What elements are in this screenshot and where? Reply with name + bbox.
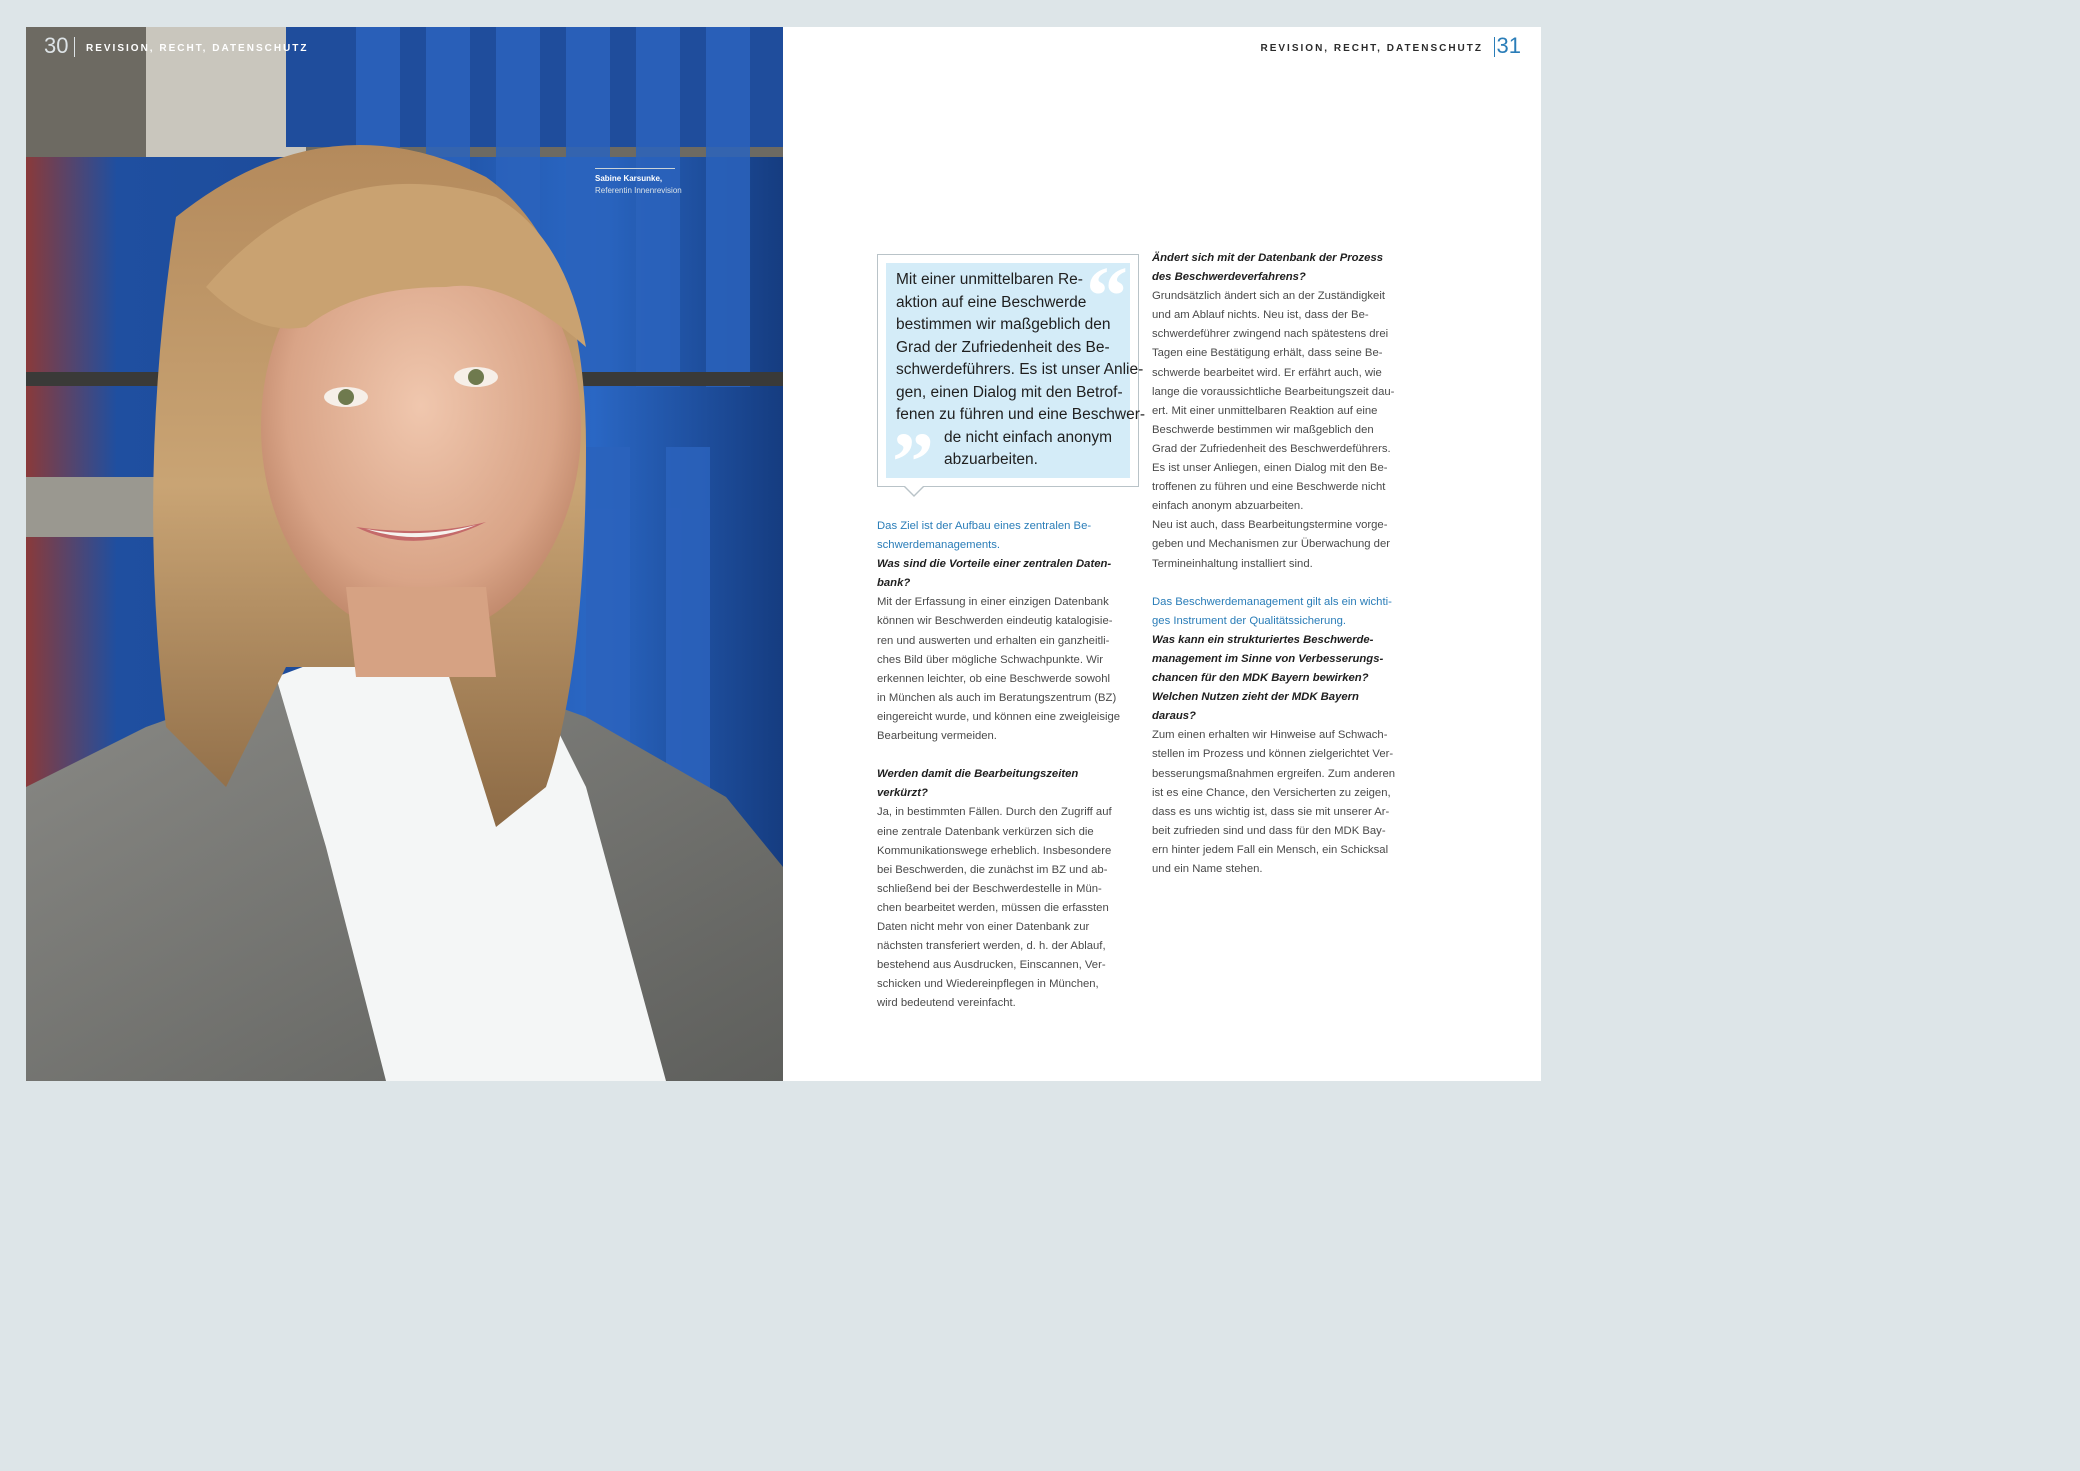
right-page bbox=[783, 27, 1541, 1081]
section-title-right: REVISION, RECHT, DATENSCHUTZ bbox=[1260, 43, 1483, 54]
quote-line: Grad der Zufriedenheit des Be- bbox=[896, 338, 1110, 356]
section-title-left: REVISION, RECHT, DATENSCHUTZ bbox=[86, 43, 309, 54]
magazine-spread bbox=[26, 27, 1541, 1081]
paragraph-gap bbox=[877, 746, 1142, 765]
body-line: geben und Mechanismen zur Überwachung der bbox=[1152, 538, 1391, 551]
intro-line: Das Beschwerdemanagement gilt als ein wichti- bbox=[1152, 595, 1392, 608]
body-line: ern hinter jedem Fall ein Mensch, ein Schicksal bbox=[1152, 843, 1389, 856]
body-line: ren und auswerten und erhalten ein ganzheitli- bbox=[877, 634, 1110, 647]
body-line: Tagen eine Bestätigung erhält, dass seine Be- bbox=[1152, 347, 1383, 360]
body-line: ist es eine Chance, den Versicherten zu zeigen, bbox=[1152, 786, 1391, 799]
body-line: in München als auch im Beratungszentrum (BZ) bbox=[877, 691, 1117, 704]
body-line: Kommunikationswege erheblich. Insbesondere bbox=[877, 844, 1112, 857]
quote-line: abzuarbeiten. bbox=[944, 451, 1038, 468]
body-line: bestehend aus Ausdrucken, Einscannen, Ver- bbox=[877, 959, 1106, 972]
body-line: stellen im Prozess und können zielgerichtet Ver- bbox=[1152, 748, 1394, 761]
body-line: schließend bei der Beschwerdestelle in Mün- bbox=[877, 882, 1102, 895]
question-line: Werden damit die Bearbeitungszeiten bbox=[877, 768, 1079, 781]
intro-line: Das Ziel ist der Aufbau eines zentralen Be- bbox=[877, 520, 1092, 532]
body-line: troffenen zu führen und eine Beschwerde nicht bbox=[1152, 481, 1386, 494]
text-column-right bbox=[1152, 249, 1417, 879]
body-line: ert. Mit einer unmittelbaren Reaktion auf eine bbox=[1152, 404, 1378, 417]
body-line: Mit der Erfassung in einer einzigen Datenbank bbox=[877, 596, 1109, 609]
body-line: Termineinhaltung installiert sind. bbox=[1152, 557, 1313, 570]
page-number-right: 31 bbox=[1496, 33, 1521, 58]
question-line: bank? bbox=[877, 577, 911, 590]
body-line: Bearbeitung vermeiden. bbox=[877, 730, 997, 743]
body-line: beit zufrieden sind und dass für den MDK Bay- bbox=[1152, 824, 1386, 837]
body-line: bei Beschwerden, die zunächst im BZ und ab- bbox=[877, 863, 1108, 876]
question-line: Was sind die Vorteile einer zentralen Daten- bbox=[877, 558, 1112, 571]
body-line: Grundsätzlich ändert sich an der Zuständigkeit bbox=[1152, 290, 1385, 303]
body-line: chen bearbeitet werden, müssen die erfassten bbox=[877, 901, 1109, 914]
body-line: Daten nicht mehr von einer Datenbank zur bbox=[877, 920, 1090, 933]
body-line: schwerde bearbeitet wird. Er erfährt auch, wie bbox=[1152, 366, 1382, 379]
body-line: Es ist unser Anliegen, einen Dialog mit den Be- bbox=[1152, 462, 1388, 475]
body-line: nächsten transferiert werden, d. h. der Ablauf, bbox=[877, 940, 1106, 953]
body-line: wird bedeutend vereinfacht. bbox=[877, 997, 1016, 1010]
body-line: lange die voraussichtliche Bearbeitungszeit dau- bbox=[1152, 385, 1395, 398]
header-divider-right bbox=[1494, 37, 1495, 57]
body-line: Neu ist auch, dass Bearbeitungstermine vorge- bbox=[1152, 519, 1388, 532]
body-line: Beschwerde bestimmen wir maßgeblich den bbox=[1152, 423, 1374, 436]
body-line: ches Bild über mögliche Schwachpunkte. Wir bbox=[877, 653, 1104, 666]
quote-line: schwerdeführers. Es ist unser Anlie- bbox=[896, 361, 1144, 378]
caption-rule bbox=[595, 168, 675, 169]
quote-line: Mit einer unmittelbaren Re- bbox=[896, 271, 1083, 288]
body-line: Ja, in bestimmten Fällen. Durch den Zugriff auf bbox=[877, 806, 1112, 819]
body-line: besserungsmaßnahmen ergreifen. Zum anderen bbox=[1152, 767, 1396, 780]
quote-line: fenen zu führen und eine Beschwer- bbox=[896, 406, 1146, 423]
body-line: Zum einen erhalten wir Hinweise auf Schwach- bbox=[1152, 729, 1388, 742]
body-line: und ein Name stehen. bbox=[1152, 863, 1263, 875]
intro-line: schwerdemanagements. bbox=[877, 539, 1001, 552]
left-page bbox=[26, 27, 783, 1081]
caption-name: Sabine Karsunke, bbox=[595, 174, 663, 183]
body-line: und am Ablauf nichts. Neu ist, dass der Be- bbox=[1152, 309, 1369, 322]
quote-line: aktion auf eine Beschwerde bbox=[896, 293, 1087, 311]
question-line: Ändert sich mit der Datenbank der Prozess bbox=[1152, 252, 1384, 264]
question-line: management im Sinne von Verbesserungs- bbox=[1152, 652, 1384, 665]
text-column-left bbox=[877, 517, 1142, 1013]
body-line: erkennen leichter, ob eine Beschwerde sowohl bbox=[877, 672, 1110, 685]
question-line: Was kann ein strukturiertes Beschwerde- bbox=[1152, 633, 1374, 646]
question-line: Welchen Nutzen zieht der MDK Bayern bbox=[1152, 691, 1359, 704]
question-line: verkürzt? bbox=[877, 787, 928, 800]
caption-role: Referentin Innenrevision bbox=[595, 186, 682, 195]
body-line: können wir Beschwerden eindeutig katalogisie- bbox=[877, 615, 1113, 628]
body-line: dass es uns wichtig ist, dass sie mit unserer Ar- bbox=[1152, 805, 1390, 818]
body-line: schwerdeführer zwingend nach spätestens drei bbox=[1152, 328, 1389, 341]
page-number-left: 30 bbox=[44, 33, 69, 58]
quote-close-mark: ” bbox=[892, 416, 934, 509]
body-line: einfach anonym abzuarbeiten. bbox=[1152, 500, 1304, 513]
intro-line: ges Instrument der Qualitätssicherung. bbox=[1152, 614, 1347, 627]
question-line: daraus? bbox=[1152, 710, 1196, 723]
header-divider-left bbox=[74, 37, 75, 57]
quote-open-mark: “ bbox=[1086, 250, 1128, 343]
body-line: eingereicht wurde, und können eine zweigleisige bbox=[877, 710, 1121, 723]
body-line: schicken und Wiedereinpflegen in München, bbox=[877, 978, 1099, 991]
quote-pointer-fill bbox=[904, 485, 924, 495]
question-line: chancen für den MDK Bayern bewirken? bbox=[1152, 672, 1369, 685]
quote-line: gen, einen Dialog mit den Betrof- bbox=[896, 383, 1123, 401]
quote-line: bestimmen wir maßgeblich den bbox=[896, 316, 1111, 333]
paragraph-gap bbox=[1152, 574, 1417, 593]
quote-line: de nicht einfach anonym bbox=[944, 428, 1113, 446]
question-line: des Beschwerdeverfahrens? bbox=[1152, 271, 1306, 284]
body-line: Grad der Zufriedenheit des Beschwerdeführers. bbox=[1152, 442, 1391, 455]
body-line: eine zentrale Datenbank verkürzen sich die bbox=[877, 825, 1094, 838]
pull-quote bbox=[877, 250, 1146, 509]
pull-quote-body bbox=[886, 250, 1146, 509]
